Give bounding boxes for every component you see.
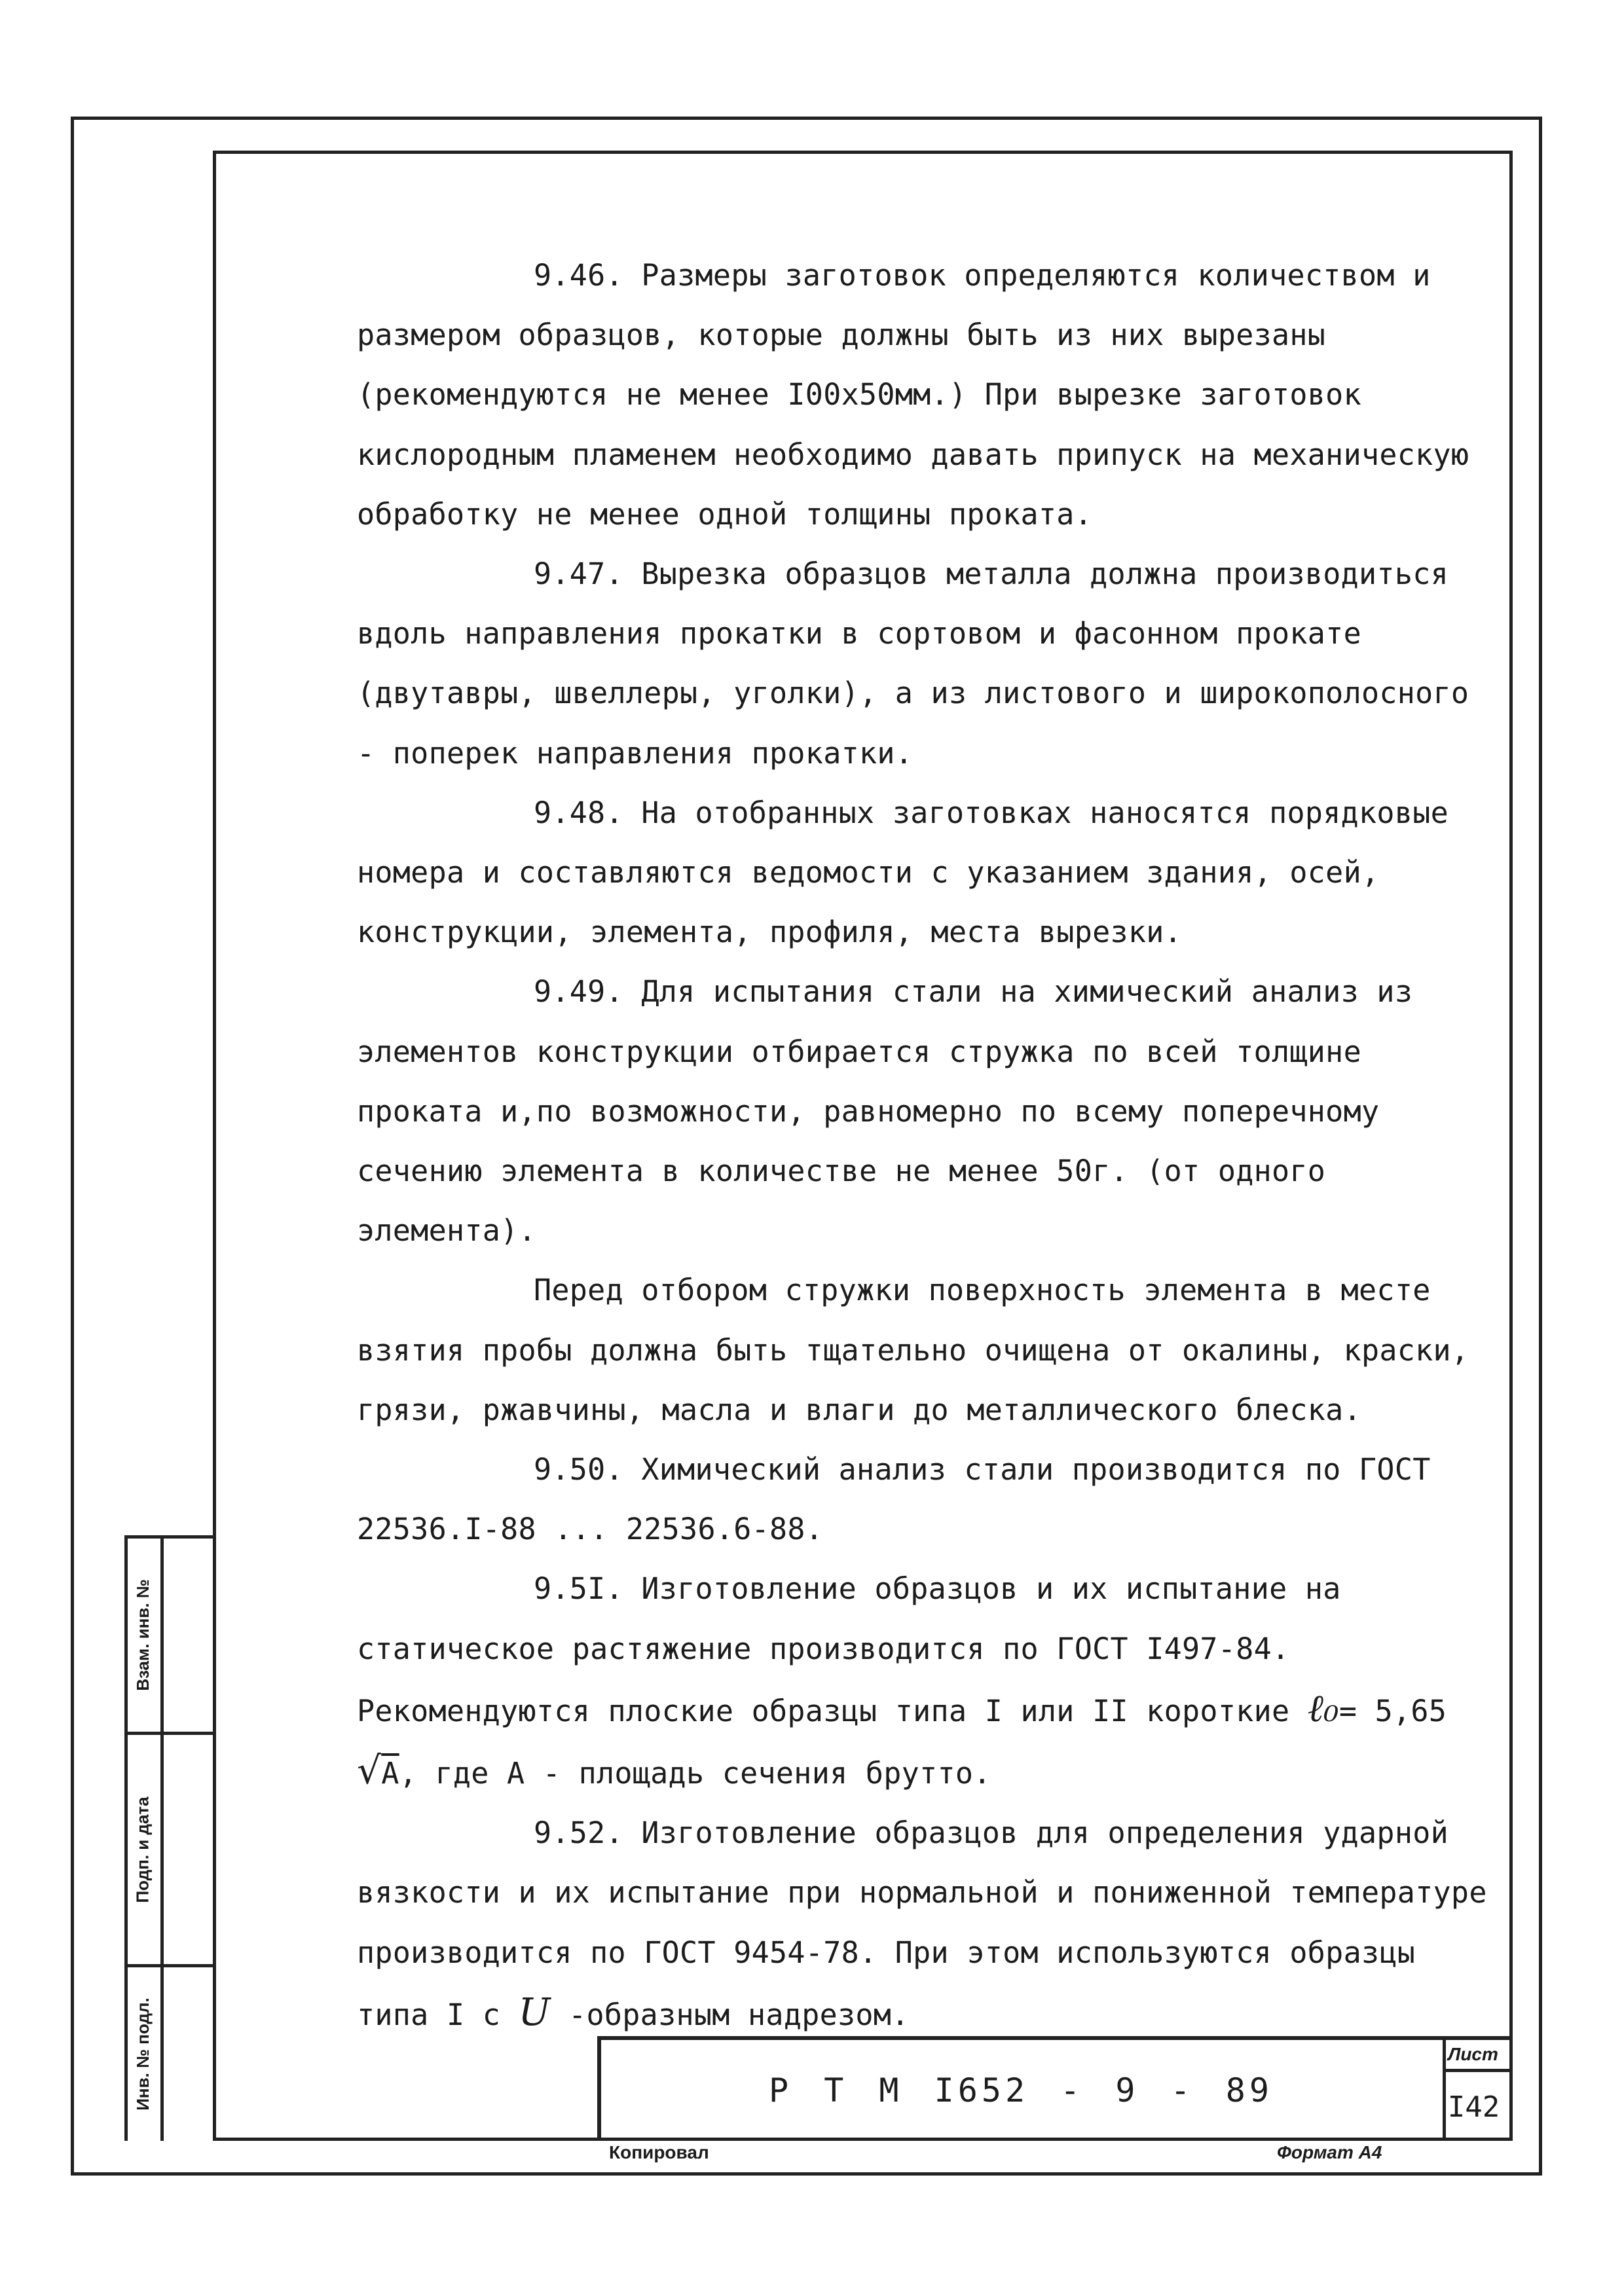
gauge-length-symbol: ℓ₀ (1307, 1685, 1339, 1730)
paragraph-9-51 (357, 1559, 1496, 1803)
u-notch-symbol: U (518, 1989, 551, 2034)
paragraph-9-52 (357, 1803, 1496, 2045)
side-label-replacement-inventory: Взам. инв. № (132, 1579, 153, 1691)
sheet-label: Лист (1448, 2044, 1498, 2064)
paragraph-9-51-text: 9.5I. Изготовление образцов и их испытание на статическое растяжение производится по ГОСТ I497-84. Рекомендуются плоские образцы типа I или II короткие (357, 1571, 1341, 1728)
paragraph-9-52-tail: -образным надрезом. (550, 1997, 910, 2032)
side-label-signature-date: Подп. и дата (132, 1796, 153, 1903)
formula-argument: A (381, 1756, 399, 1791)
paragraph-sampling-preparation: Перед отбором стружки поверхность элемента в месте взятия пробы должна быть тщательно очищена от окалины, краски, грязи, ржавчины, масла и влаги до металлического блеска. (357, 1273, 1469, 1427)
footer-format: Формат А4 (1277, 2142, 1382, 2162)
formula-equals: = 5,65 (1338, 1693, 1447, 1728)
paragraph-9-50: 9.50. Химический анализ стали производится по ГОСТ 22536.I-88 ... 22536.6-88. (357, 1452, 1431, 1547)
stamp-sheet-label-line (1443, 2069, 1513, 2072)
paragraph-9-46: 9.46. Размеры заготовок определяются количеством и размером образцов, которые должны быть из них вырезаны (рекомендуются не менее I00x50мм.) При вырезке заготовок кислородным пламенем необходимо давать припуск на механическую обработку не менее одной толщины проката. (357, 258, 1469, 532)
document-body (357, 246, 1496, 2045)
side-column-line (160, 1535, 164, 2141)
paragraph-9-49: 9.49. Для испытания стали на химический анализ из элементов конструкции отбирается стружка по всей толщине проката и,по возможности, равномерно по всему поперечному сечению элемента в количестве не менее 50г. (от одного элемента). (357, 974, 1413, 1248)
sheet-number: I42 (1447, 2090, 1500, 2124)
square-root-icon: √ (357, 1748, 382, 1793)
footer-copied: Копировал (609, 2142, 709, 2162)
document-code: Р Т М I652 - 9 - 89 (769, 2071, 1273, 2109)
paragraph-9-47: 9.47. Вырезка образцов металла должна производиться вдоль направления прокатки в сортовом и фасонном прокате (двутавры, швеллеры, уголки), а из листового и широкополосного - поперек направления прокатки. (357, 556, 1469, 771)
paragraph-9-52-text: 9.52. Изготовление образцов для определения ударной вязкости и их испытание при нормальной и пониженной температуре производится по ГОСТ 9454-78. При этом используются образцы типа I с (357, 1815, 1487, 2032)
side-label-original-inventory: Инв. № подл. (132, 1997, 153, 2111)
paragraph-9-51-tail: , где А - площадь сечения брутто. (399, 1756, 991, 1791)
paragraph-9-48: 9.48. На отобранных заготовках наносятся порядковые номера и составляются ведомости с указанием здания, осей, конструкции, элемента, профиля, места вырезки. (357, 795, 1449, 950)
